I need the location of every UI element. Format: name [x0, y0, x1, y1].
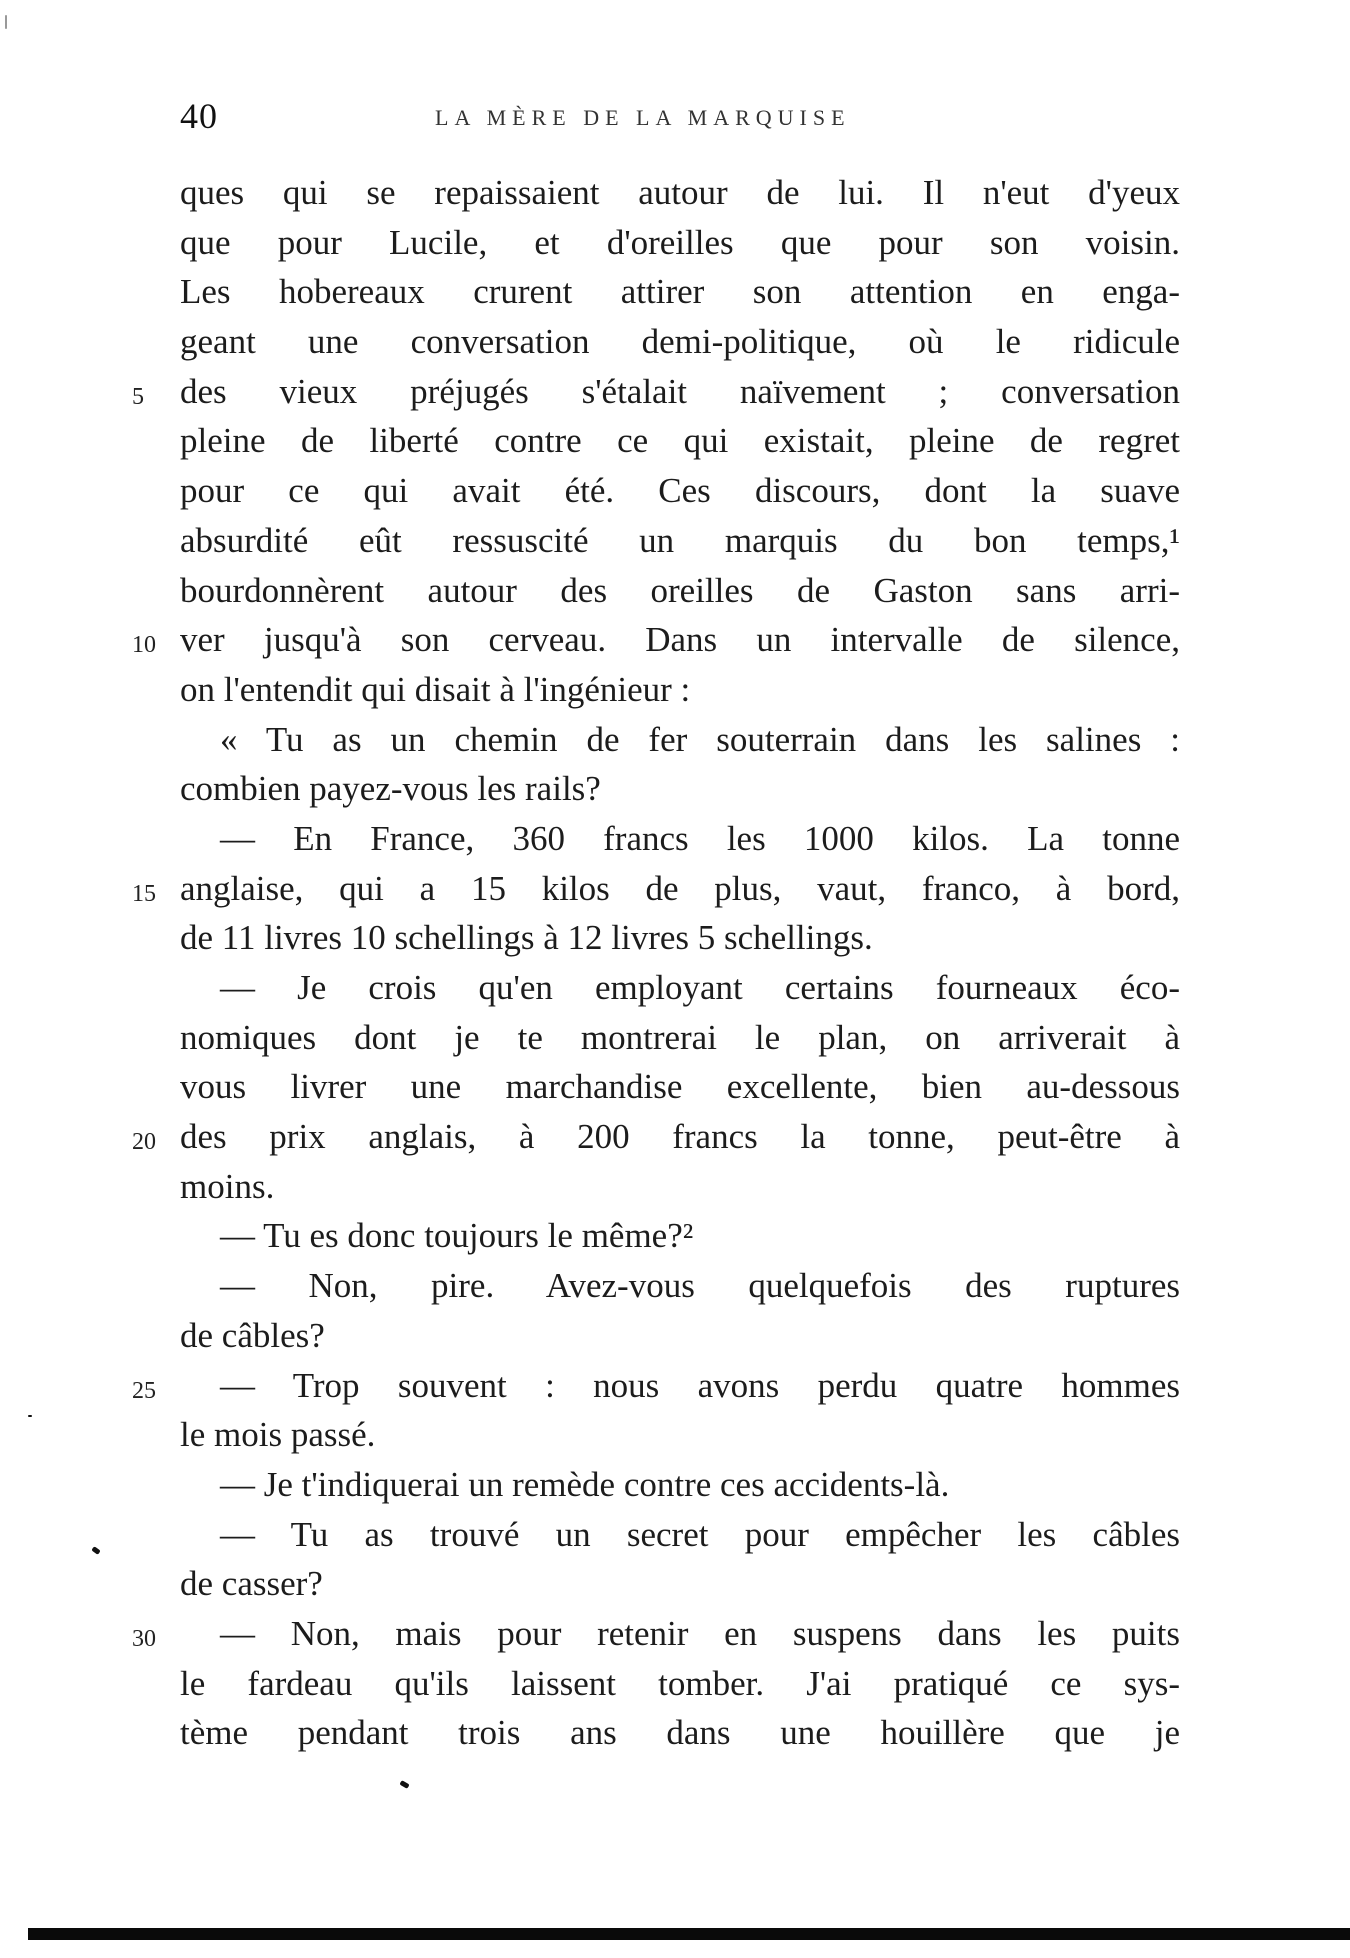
line-text: de casser?: [180, 1564, 323, 1604]
text-line: [180, 814, 1180, 864]
text-line: [132, 1112, 1180, 1162]
line-text: moins.: [180, 1166, 275, 1206]
page-header: [180, 95, 1180, 145]
text-line: [180, 913, 1180, 963]
text-line: [180, 1013, 1180, 1063]
text-line: [132, 1361, 1180, 1411]
line-text: on l'entendit qui disait à l'ingénieur :: [180, 669, 691, 709]
scan-edge-bar: [28, 1928, 1350, 1940]
text-line: [180, 267, 1180, 317]
text-line: [180, 764, 1180, 814]
line-text: bourdonnèrent autour des oreilles de Gaston sans arri-: [180, 570, 1180, 610]
line-text: vous livrer une marchandise excellente, bien au-dessous: [180, 1067, 1180, 1107]
line-text: — Je t'indiquerai un remède contre ces accidents-là.: [220, 1464, 950, 1504]
line-text: de câbles?: [180, 1315, 325, 1355]
text-line: [180, 218, 1180, 268]
text-line: [180, 168, 1180, 218]
line-text: — Je crois qu'en employant certains fourneaux éco-: [220, 968, 1180, 1007]
text-line: [180, 963, 1180, 1013]
line-text: le mois passé.: [180, 1415, 376, 1455]
running-title: LA MÈRE DE LA MARQUISE: [435, 105, 851, 130]
page-number: 40: [180, 96, 218, 136]
line-text: — Non, mais pour retenir en suspens dans les puits: [220, 1613, 1180, 1653]
text-line: [180, 1708, 1180, 1758]
line-text: combien payez-vous les rails?: [180, 769, 601, 809]
line-text: Les hobereaux crurent attirer son attention en enga-: [180, 272, 1180, 312]
scan-speck: [28, 1415, 32, 1417]
line-text: tème pendant trois ans dans une houillère que je: [180, 1713, 1180, 1753]
text-line: [180, 1211, 1180, 1261]
line-text: ver jusqu'à son cerveau. Dans un intervalle de silence,: [180, 620, 1180, 660]
text-line: [180, 1460, 1180, 1510]
text-line: [180, 1659, 1180, 1709]
line-number: 10: [132, 632, 156, 659]
line-text: — Tu es donc toujours le même?²: [220, 1216, 694, 1256]
line-text: nomiques dont je te montrerai le plan, on arriverait à: [180, 1017, 1180, 1057]
line-number: 25: [132, 1377, 156, 1404]
line-text: le fardeau qu'ils laissent tomber. J'ai pratiqué ce sys-: [180, 1663, 1180, 1703]
line-number: 15: [132, 880, 156, 907]
scan-speck: [5, 15, 7, 29]
text-line: [180, 665, 1180, 715]
body-text: [132, 168, 1180, 1758]
line-number: 30: [132, 1625, 156, 1652]
text-line: [180, 466, 1180, 516]
text-line: [180, 317, 1180, 367]
text-line: [180, 566, 1180, 616]
line-text: absurdité eût ressuscité un marquis du bon temps,¹: [180, 520, 1180, 560]
line-text: « Tu as un chemin de fer souterrain dans les salines :: [220, 719, 1180, 759]
line-text: pleine de liberté contre ce qui existait, pleine de regret: [180, 421, 1180, 461]
text-line: [132, 367, 1180, 417]
line-text: des vieux préjugés s'étalait naïvement ; conversation: [180, 371, 1180, 411]
text-line: [180, 1062, 1180, 1112]
scan-speck: [399, 1780, 409, 1789]
line-number: 5: [132, 383, 144, 410]
text-line: [180, 416, 1180, 466]
line-text: geant une conversation demi-politique, où le ridicule: [180, 322, 1180, 362]
text-line: [180, 1162, 1180, 1212]
line-text: ques qui se repaissaient autour de lui. Il n'eut d'yeux: [180, 173, 1180, 212]
line-text: pour ce qui avait été. Ces discours, dont la suave: [180, 471, 1180, 511]
line-number: 20: [132, 1129, 156, 1156]
line-text: des prix anglais, à 200 francs la tonne, peut-être à: [180, 1117, 1180, 1157]
line-text: anglaise, qui a 15 kilos de plus, vaut, franco, à bord,: [180, 868, 1180, 908]
text-line: [132, 864, 1180, 914]
text-line: [132, 1609, 1180, 1659]
text-line: [180, 1261, 1180, 1311]
line-text: — Trop souvent : nous avons perdu quatre hommes: [220, 1365, 1180, 1405]
line-text: que pour Lucile, et d'oreilles que pour son voisin.: [180, 222, 1180, 262]
text-line: [180, 1559, 1180, 1609]
line-text: — Tu as trouvé un secret pour empêcher les câbles: [220, 1514, 1180, 1554]
text-line: [180, 516, 1180, 566]
text-line: [132, 615, 1180, 665]
scan-speck: [91, 1546, 100, 1555]
line-text: — Non, pire. Avez-vous quelquefois des ruptures: [220, 1266, 1180, 1306]
line-text: — En France, 360 francs les 1000 kilos. La tonne: [220, 818, 1180, 858]
text-line: [180, 1510, 1180, 1560]
text-line: [180, 1410, 1180, 1460]
text-line: [180, 715, 1180, 765]
text-line: [180, 1311, 1180, 1361]
line-text: de 11 livres 10 schellings à 12 livres 5 schellings.: [180, 918, 873, 958]
